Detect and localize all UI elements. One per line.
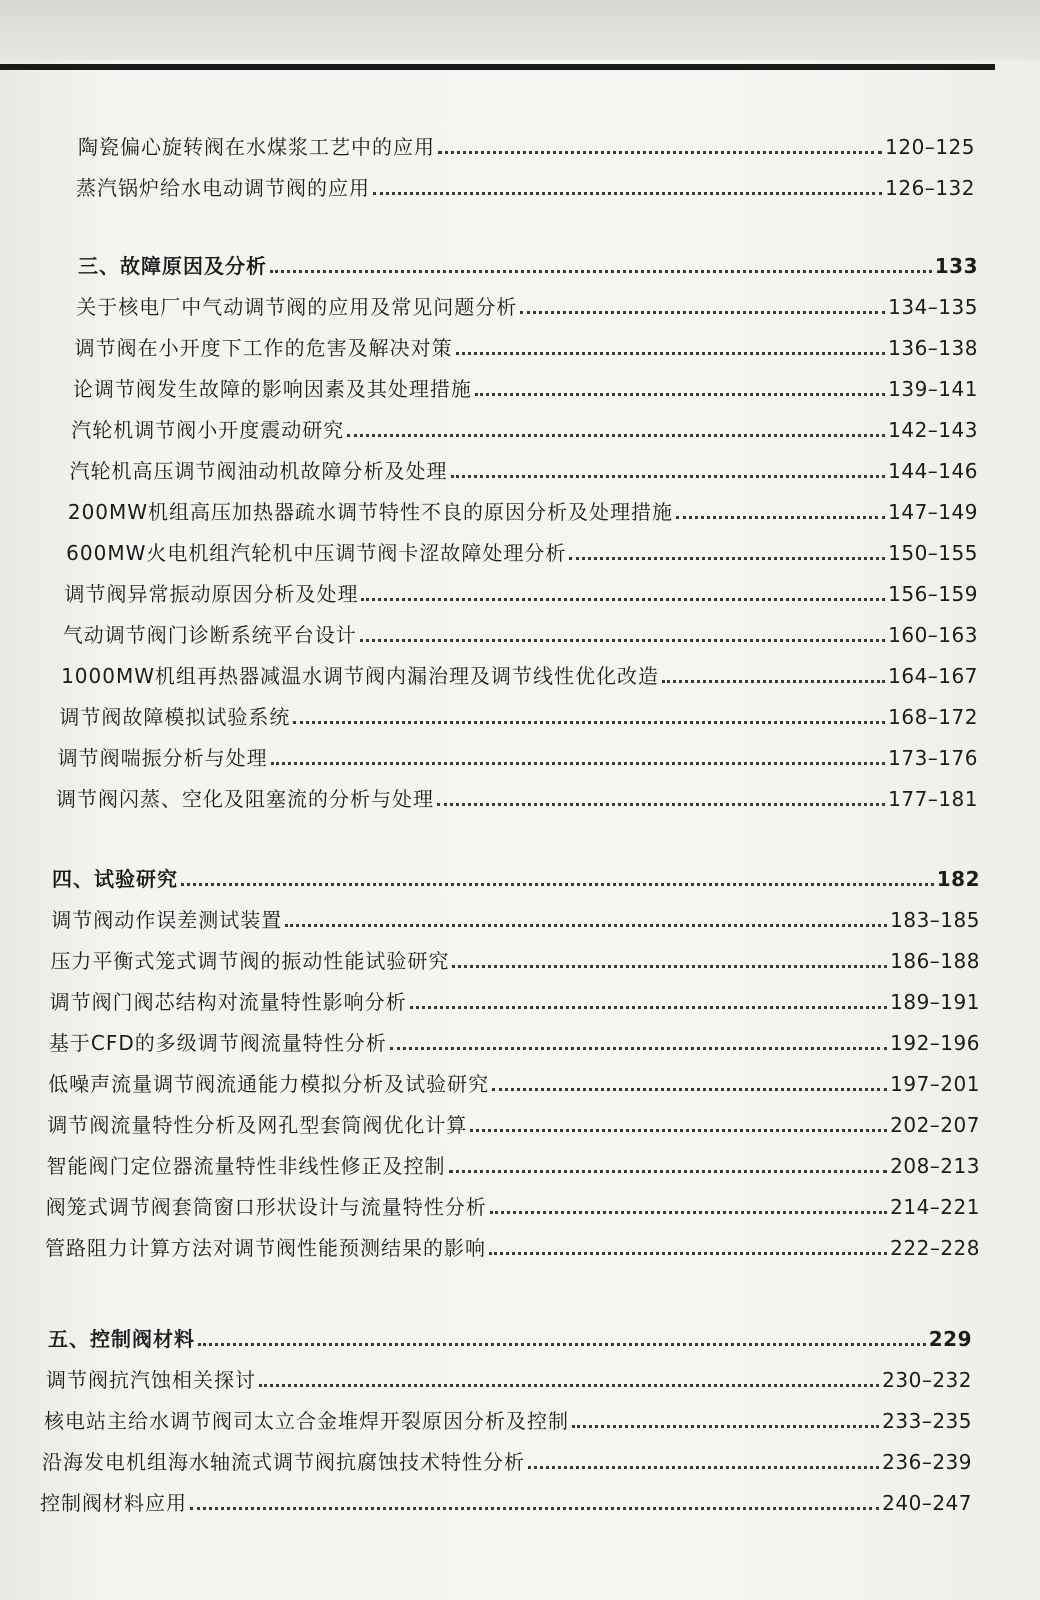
page-range: 222–228 <box>890 1236 980 1260</box>
page-range: 183–185 <box>890 908 980 932</box>
dot-leader <box>438 151 882 154</box>
toc-entry[interactable] <box>73 360 978 401</box>
dot-leader <box>373 192 882 195</box>
toc-entry[interactable] <box>46 1178 980 1219</box>
page-range: 186–188 <box>890 949 980 973</box>
dot-leader <box>410 1006 887 1009</box>
page-range: 189–191 <box>890 990 980 1014</box>
page-range: 197–201 <box>890 1072 980 1096</box>
entry-title: 调节阀动作误差测试装置 <box>51 908 283 932</box>
toc-entry[interactable] <box>70 442 978 483</box>
page-range: 202–207 <box>890 1113 980 1137</box>
page-range: 177–181 <box>888 787 978 811</box>
dot-leader <box>451 475 886 478</box>
toc-entry[interactable] <box>66 524 978 565</box>
toc-entry[interactable] <box>51 891 980 932</box>
entry-title: 气动调节阀门诊断系统平台设计 <box>62 623 357 647</box>
page-range: 173–176 <box>888 746 978 770</box>
page-range: 192–196 <box>890 1031 980 1055</box>
dot-leader <box>347 434 885 437</box>
toc-entry[interactable] <box>47 1137 980 1178</box>
toc-entry[interactable] <box>61 647 978 688</box>
entry-title: 调节阀故障模拟试验系统 <box>59 705 291 729</box>
dot-leader <box>293 721 885 724</box>
toc-entry[interactable] <box>45 1219 980 1260</box>
page-range: 160–163 <box>888 623 978 647</box>
dot-leader <box>198 1343 926 1346</box>
page-range: 144–146 <box>888 459 978 483</box>
dot-leader <box>390 1047 887 1050</box>
page-range: 156–159 <box>888 582 978 606</box>
page-range: 168–172 <box>888 705 978 729</box>
toc-entry[interactable] <box>42 1433 972 1474</box>
entry-title: 汽轮机调节阀小开度震动研究 <box>71 418 345 442</box>
dot-leader <box>270 270 932 273</box>
entry-title: 管路阻力计算方法对调节阀性能预测结果的影响 <box>45 1236 486 1260</box>
toc-entry[interactable] <box>68 483 978 524</box>
dot-leader <box>572 1425 879 1428</box>
entry-title: 陶瓷偏心旋转阀在水煤浆工艺中的应用 <box>78 135 435 159</box>
toc-section <box>0 850 1040 1260</box>
entry-title: 调节阀抗汽蚀相关探讨 <box>46 1368 256 1392</box>
entry-title: 调节阀闪蒸、空化及阻塞流的分析与处理 <box>56 787 434 811</box>
dot-leader <box>470 1129 887 1132</box>
dot-leader <box>456 352 886 355</box>
toc-section <box>0 1310 1040 1515</box>
page-range: 134–135 <box>888 295 978 319</box>
toc-entry[interactable] <box>64 565 978 606</box>
page-range: 150–155 <box>888 541 978 565</box>
toc-section-heading[interactable] <box>78 237 978 278</box>
toc-section <box>0 237 1040 811</box>
entry-title: 沿海发电机组海水轴流式调节阀抗腐蚀技术特性分析 <box>42 1450 525 1474</box>
page-range: 133 <box>934 254 978 278</box>
dot-leader <box>492 1088 887 1091</box>
page-range: 164–167 <box>888 664 978 688</box>
page-range: 182 <box>936 867 980 891</box>
toc-entry[interactable] <box>56 770 978 811</box>
toc-entry[interactable] <box>63 606 978 647</box>
entry-title: 调节阀门阀芯结构对流量特性影响分析 <box>49 990 407 1014</box>
page-range: 230–232 <box>882 1368 972 1392</box>
toc-section-heading[interactable] <box>48 1310 972 1351</box>
page-range: 240–247 <box>882 1491 972 1515</box>
entry-title: 1000MW机组再热器减温水调节阀内漏治理及调节线性优化改造 <box>61 664 659 688</box>
dot-leader <box>437 803 885 806</box>
section-title: 四、试验研究 <box>52 867 178 891</box>
entry-title: 调节阀流量特性分析及网孔型套筒阀优化计算 <box>47 1113 468 1137</box>
section-title: 五、控制阀材料 <box>48 1327 195 1351</box>
page-range: 126–132 <box>885 176 975 200</box>
toc-entry[interactable] <box>40 1474 972 1515</box>
toc-entry[interactable] <box>78 118 975 159</box>
entry-title: 调节阀喘振分析与处理 <box>57 746 268 770</box>
dot-leader <box>285 924 887 927</box>
page-range: 142–143 <box>888 418 978 442</box>
entry-title: 压力平衡式笼式调节阀的振动性能试验研究 <box>50 949 450 973</box>
toc-entry[interactable] <box>59 688 978 729</box>
entry-title: 调节阀在小开度下工作的危害及解决对策 <box>74 336 453 360</box>
toc-entry[interactable] <box>76 278 978 319</box>
entry-title: 基于CFD的多级调节阀流量特性分析 <box>48 1031 387 1055</box>
entry-title: 论调节阀发生故障的影响因素及其处理措施 <box>72 377 472 401</box>
toc-entry[interactable] <box>47 1096 980 1137</box>
toc-entry[interactable] <box>44 1392 972 1433</box>
dot-leader <box>181 883 934 886</box>
toc-entry[interactable] <box>50 973 980 1014</box>
dot-leader <box>520 311 885 314</box>
toc-entry[interactable] <box>58 729 978 770</box>
entry-title: 蒸汽锅炉给水电动调节阀的应用 <box>76 176 370 200</box>
dot-leader <box>452 965 887 968</box>
toc-entry[interactable] <box>75 319 978 360</box>
dot-leader <box>361 598 885 601</box>
page-range: 136–138 <box>888 336 978 360</box>
entry-title: 智能阀门定位器流量特性非线性修正及控制 <box>46 1154 446 1178</box>
entry-title: 200MW机组高压加热器疏水调节特性不良的原因分析及处理措施 <box>67 500 674 524</box>
page-range: 147–149 <box>888 500 978 524</box>
entry-title: 核电站主给水调节阀司太立合金堆焊开裂原因分析及控制 <box>44 1409 569 1433</box>
toc-section-heading[interactable] <box>52 850 980 891</box>
page-range: 214–221 <box>890 1195 980 1219</box>
dot-leader <box>449 1170 888 1173</box>
dot-leader <box>475 393 885 396</box>
section-title: 三、故障原因及分析 <box>78 254 267 278</box>
dot-leader <box>662 680 885 683</box>
toc-entry[interactable] <box>71 401 978 442</box>
entry-title: 关于核电厂中气动调节阀的应用及常见问题分析 <box>76 295 518 319</box>
page-range: 208–213 <box>890 1154 980 1178</box>
dot-leader <box>490 1211 887 1214</box>
toc-entry[interactable] <box>46 1351 972 1392</box>
toc-section <box>0 118 1040 200</box>
entry-title: 阀笼式调节阀套筒窗口形状设计与流量特性分析 <box>45 1195 487 1219</box>
toc-entry[interactable] <box>50 932 980 973</box>
dot-leader <box>569 557 885 560</box>
dot-leader <box>360 639 885 642</box>
entry-title: 汽轮机高压调节阀油动机故障分析及处理 <box>69 459 448 483</box>
toc-entry[interactable] <box>49 1014 980 1055</box>
dot-leader <box>489 1252 887 1255</box>
entry-title: 调节阀异常振动原因分析及处理 <box>64 582 359 606</box>
page-range: 120–125 <box>885 135 975 159</box>
toc-entry[interactable] <box>48 1055 980 1096</box>
entry-title: 控制阀材料应用 <box>40 1491 187 1515</box>
dot-leader <box>190 1507 879 1510</box>
page-range: 139–141 <box>888 377 978 401</box>
toc-entry[interactable] <box>76 159 975 200</box>
entry-title: 600MW火电机组汽轮机中压调节阀卡涩故障处理分析 <box>66 541 567 565</box>
dot-leader <box>271 762 885 765</box>
dot-leader <box>676 516 885 519</box>
page-range: 236–239 <box>882 1450 972 1474</box>
page-range: 229 <box>928 1327 972 1351</box>
dot-leader <box>528 1466 879 1469</box>
dot-leader <box>259 1384 879 1387</box>
entry-title: 低噪声流量调节阀流通能力模拟分析及试验研究 <box>48 1072 490 1096</box>
page-range: 233–235 <box>882 1409 972 1433</box>
